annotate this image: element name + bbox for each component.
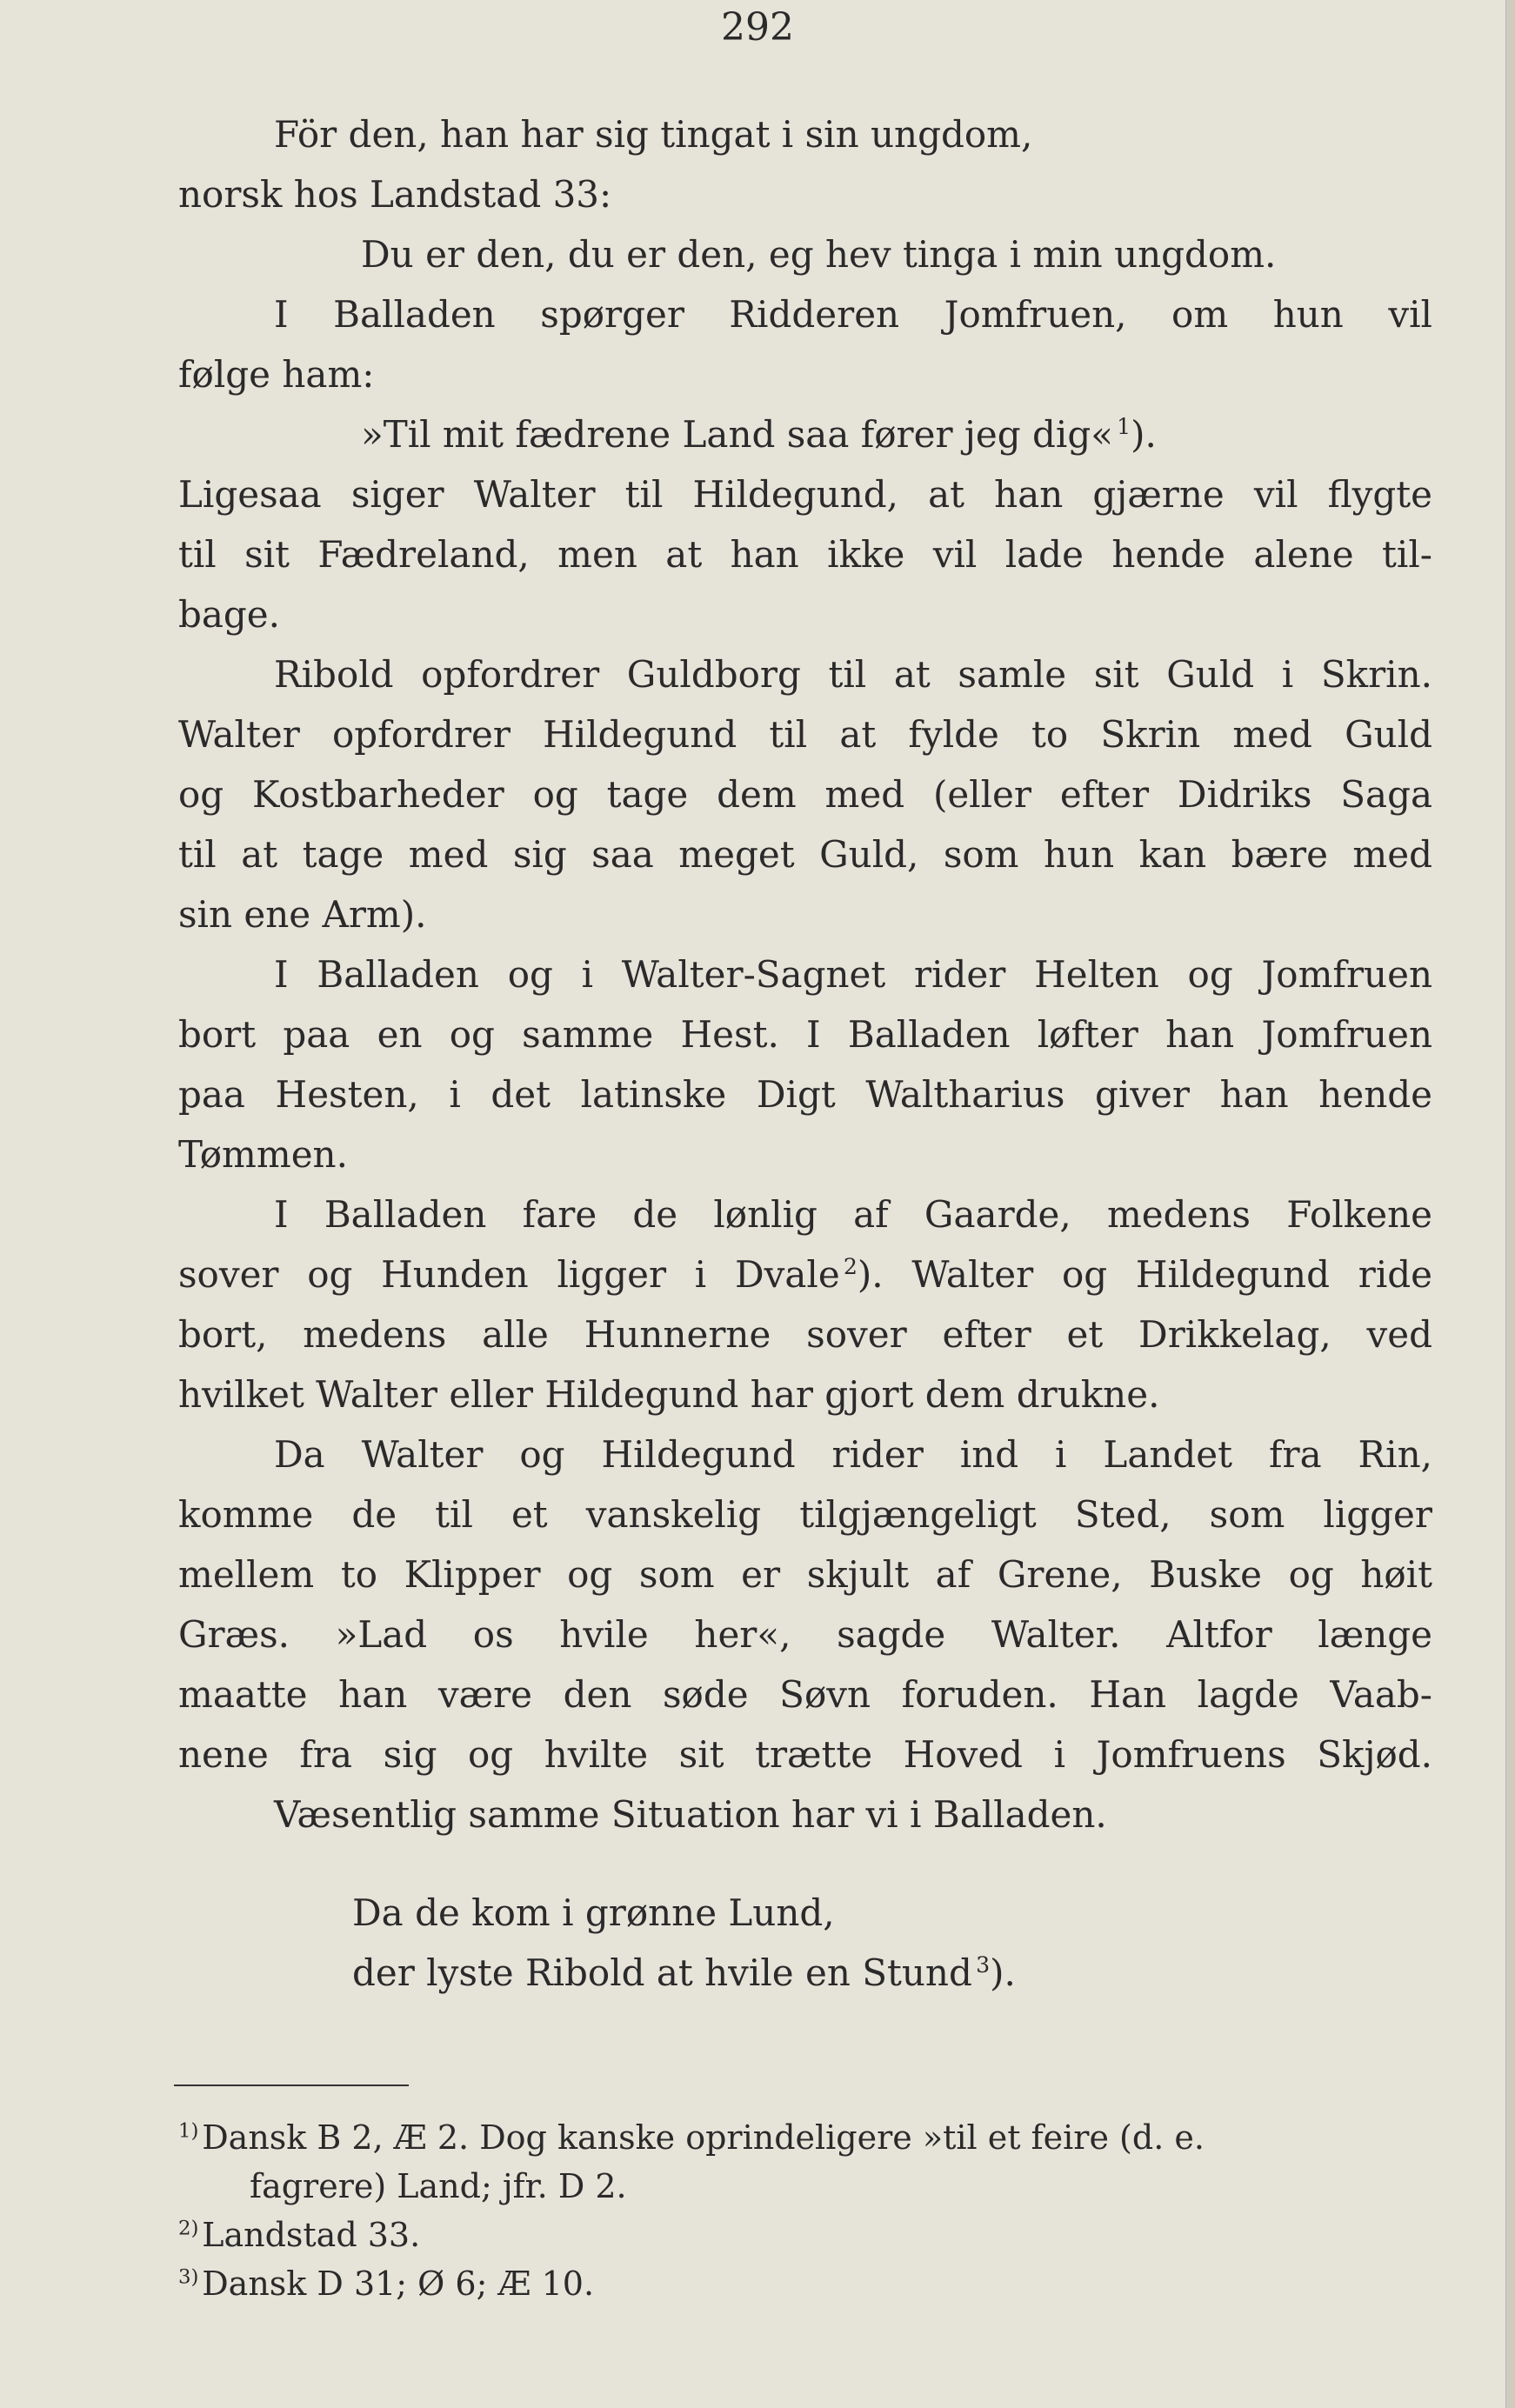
text-line: Tømmen. <box>178 1133 348 1176</box>
text-line: bage. <box>178 593 281 636</box>
footnote-text: Dansk B 2, Æ 2. Dog kanske oprindeligere »til et feire (d. e. <box>202 2118 1205 2157</box>
footnote-continuation: fagrere) Land; jfr. D 2. <box>250 2167 627 2205</box>
text-line: bort paa en og samme Hest. I Balladen løfter han Jomfruen <box>178 1013 1432 1056</box>
page-number: 292 <box>721 5 794 50</box>
text-line: nene fra sig og hvilte sit trætte Hoved i Jomfruens Skjød. <box>178 1733 1432 1776</box>
text-line: I Balladen spørger Ridderen Jomfruen, om hun vil <box>274 293 1432 336</box>
footnotes <box>178 2113 1432 2308</box>
footnote-ref: 1 <box>1117 414 1131 439</box>
text-line: komme de til et vanskelig tilgjængeligt Sted, som ligger <box>178 1493 1432 1536</box>
footnote-ref: 2 <box>843 1254 858 1279</box>
text-line: til sit Fædreland, men at han ikke vil lade hende alene til- <box>178 533 1432 576</box>
text-line: sin ene Arm). <box>178 893 427 936</box>
text-line: Væsentlig samme Situation har vi i Balladen. <box>274 1793 1107 1836</box>
text-line: paa Hesten, i det latinske Digt Waltharius giver han hende <box>178 1073 1432 1116</box>
footnote-mark: 1) <box>178 2119 199 2143</box>
page-edge <box>1505 0 1515 2408</box>
text-line <box>178 1244 1432 1304</box>
text-line: Ribold opfordrer Guldborg til at samle sit Guld i Skrin. <box>274 653 1432 696</box>
verse-line: Da de kom i grønne Lund, <box>352 1891 835 1934</box>
verse-line <box>178 1943 1432 2003</box>
text-line: Ligesaa siger Walter til Hildegund, at han gjærne vil flygte <box>178 473 1432 516</box>
text-line: mellem to Klipper og som er skjult af Grene, Buske og høit <box>178 1553 1432 1596</box>
text-line: För den, han har sig tingat i sin ungdom, <box>274 113 1033 156</box>
text-segment: sover og Hunden ligger i Dvale <box>178 1253 840 1296</box>
text-line: I Balladen fare de lønlig af Gaarde, medens Folkene <box>274 1193 1432 1236</box>
footnote-text: Landstad 33. <box>202 2216 421 2254</box>
footnote-mark: 2) <box>178 2217 199 2240</box>
text-line: Da Walter og Hildegund rider ind i Landet fra Rin, <box>274 1433 1432 1476</box>
text-line: bort, medens alle Hunnerne sover efter et Drikkelag, ved <box>178 1313 1432 1356</box>
stanza-gap <box>178 1844 1432 1883</box>
text-line: Græs. »Lad os hvile her«, sagde Walter. Altfor længe <box>178 1613 1432 1656</box>
text-segment: der lyste Ribold at hvile en Stund <box>352 1951 972 1994</box>
text-line: følge ham: <box>178 353 375 396</box>
text-line: til at tage med sig saa meget Guld, som hun kan bære med <box>178 833 1432 876</box>
footnote-mark: 3) <box>178 2265 199 2289</box>
footnote-rule <box>174 2084 409 2086</box>
footnote <box>178 2113 1432 2162</box>
text-line: Du er den, du er den, eg hev tinga i min ungdom. <box>361 233 1277 276</box>
text-line: I Balladen og i Walter-Sagnet rider Helten og Jomfruen <box>274 953 1432 996</box>
text-line: og Kostbarheder og tage dem med (eller efter Didriks Saga <box>178 773 1432 816</box>
text-segment: ). <box>990 1951 1016 1994</box>
body-text <box>178 104 1432 2003</box>
text-line: hvilket Walter eller Hildegund har gjort dem drukne. <box>178 1373 1160 1416</box>
text-line: »Til mit fædrene Land saa fører jeg dig« $^1$). <box>361 413 1157 456</box>
text-segment: ). Walter og Hildegund ride <box>857 1253 1433 1296</box>
text-line: norsk hos Landstad 33: <box>178 173 612 216</box>
footnote <box>178 2211 1432 2259</box>
footnote <box>178 2259 1432 2308</box>
footnote-ref: 3 <box>976 1952 991 1978</box>
footnote-text: Dansk D 31; Ø 6; Æ 10. <box>202 2265 595 2303</box>
text-line: maatte han være den søde Søvn foruden. Han lagde Vaab- <box>178 1673 1432 1716</box>
quote-text: »Til mit fædrene Land saa fører jeg dig« <box>361 413 1113 456</box>
text-line: Walter opfordrer Hildegund til at fylde to Skrin med Guld <box>178 713 1432 756</box>
